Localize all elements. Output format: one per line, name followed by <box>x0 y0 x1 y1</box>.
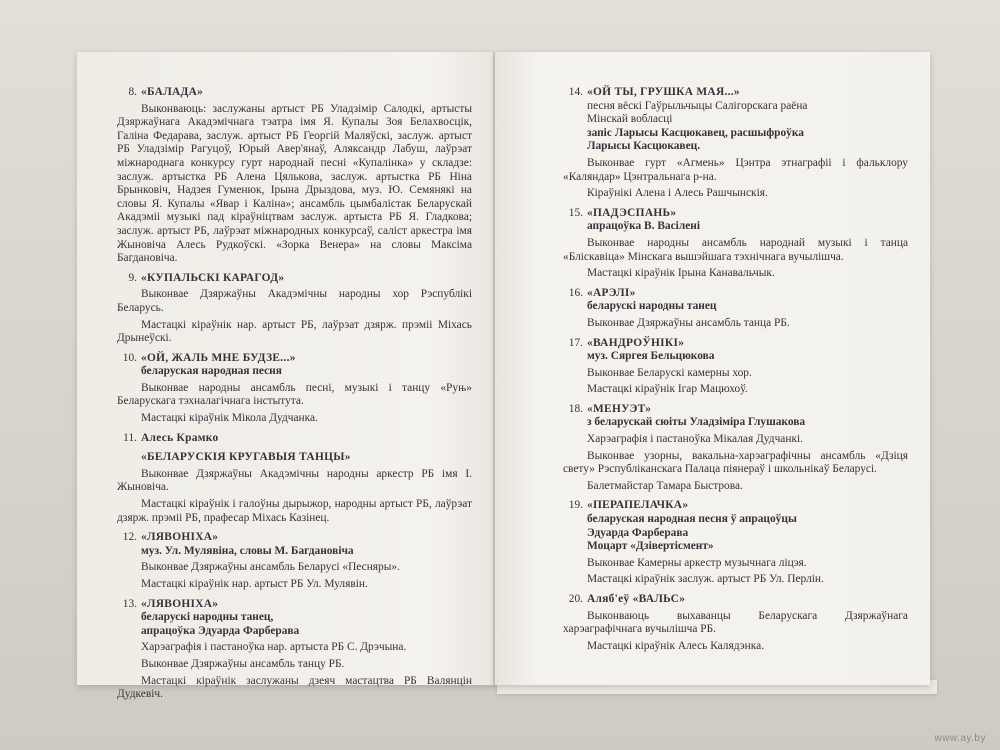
program-item-credit: муз. Сяргея Бельцюкова <box>587 350 715 363</box>
program-item-number: 10. <box>122 351 137 364</box>
program-item-description: Выконвае Беларускі камерны хор. <box>587 366 752 379</box>
program-item-description: Выконвае Дзяржаўны Акадэмічны народны хор Рэспублікі Беларусь. <box>117 288 472 314</box>
program-item-credit: беларуская народная песня ў апрацоўцы <box>587 513 797 526</box>
program-item-description: Выконвае гурт «Агмень» Цэнтра этнаграфіі і фальклору «Каляндар» Цэнтральнага р-на. <box>563 156 908 183</box>
program-item-description: Харэаграфія і пастаноўка Мікалая Дудчанкі. <box>587 433 804 446</box>
program-item-number: 15. <box>568 206 583 219</box>
program-item-description: Выконваюць: заслужаны артыст РБ Уладзімір Салодкі, артысты Дзяржаўнага Акадэмічнага тэатра імя Я. Купалы Зоя Белахвосцік, Галіна Федарава, заслуж. артыст РБ Георгій Маляўскі, заслуж. артыст РБ Уладзімір Рагуцоў, Юрый Авер'янаў, Аляксандр Лабуш, лаўрэат міжнароднага конкурсу гурт народнай песні «Купалінка» у складзе: заслуж. артыстка РБ Алена Цялькова, заслуж. артыстка РБ Ніна Брынковіч, Надзея Гуменюк, Ірына Дрыздова, муз. Ю. Семянякі на словы Я. Купалы «Явар і Каліна»; ансамбль цымбалістак Беларускай Акадэміі музыкі пад кіраўніцтвам заслуж. артыста РБ Я. Гладкова; заслуж. артыст РБ, лаўрэат міжнародных конкурсаў, саліст аркестра імя Жыновіча Алесь Рудкоўскі. «Зорка Венера» на словы Максіма Багдановіча. <box>117 102 472 265</box>
right-program-column <box>563 86 908 659</box>
program-item-description: Мастацкі кіраўнік Алесь Калядэнка. <box>587 639 765 652</box>
program-item-number: 13. <box>122 597 137 610</box>
program-item <box>117 86 472 266</box>
program-item-number: 8. <box>128 86 137 98</box>
program-item-title: «БАЛАДА» <box>141 86 204 98</box>
program-item-heading <box>117 598 472 612</box>
program-item-description: Выконвае Дзяржаўны ансамбль танцу РБ. <box>141 657 345 670</box>
program-item-heading <box>563 86 908 100</box>
program-item-credit: з беларускай сюіты Уладзіміра Глушакова <box>587 416 806 429</box>
program-item-title: «АРЭЛІ» <box>587 286 636 299</box>
program-item-description: Выконваюць выхаванцы Беларускага Дзяржаўнага харэаграфічнага вучылішча РБ. <box>563 609 908 636</box>
program-item-description: Балетмайстар Тамара Быстрова. <box>587 479 743 492</box>
program-item-number: 19. <box>568 499 583 512</box>
program-item <box>563 403 908 494</box>
program-item-credit: запіс Ларысы Касцюкавец, расшыфроўка <box>587 126 804 139</box>
program-item <box>563 86 908 201</box>
site-watermark: www.ay.by <box>934 733 986 744</box>
program-item-number: 11. <box>123 431 137 444</box>
program-item-number: 14. <box>568 86 583 98</box>
program-item-description: Выконвае Камерны аркестр музычнага ліцэя. <box>587 556 807 569</box>
program-item-number: 12. <box>122 531 137 544</box>
program-item-description: Мастацкі кіраўнік заслужаны дзеяч мастацтва РБ Валянцін Дудкевіч. <box>117 674 472 701</box>
program-item-title: «КУПАЛЬСКІ КАРАГОД» <box>141 271 285 284</box>
program-item-heading <box>563 593 908 607</box>
program-item-title: «МЕНУЭТ» <box>587 402 652 415</box>
program-item-description: Мастацкі кіраўнік заслуж. артыст РБ Ул. Перлін. <box>587 573 824 586</box>
program-item-credit: апрацоўка Эдуарда Фарберава <box>141 624 300 637</box>
program-item-credit: беларускі народны танец, <box>141 611 274 624</box>
program-item-heading <box>117 432 472 446</box>
program-item-credit: Ларысы Касцюкавец. <box>587 140 701 153</box>
program-item <box>117 272 472 346</box>
program-item-credit: Эдуарда Фарберава <box>587 526 689 539</box>
program-item-title: Аляб'еў «ВАЛЬС» <box>587 593 686 605</box>
program-item-title: «ЛЯВОНІХА» <box>141 531 219 544</box>
booklet-right-page <box>495 52 930 685</box>
program-item-heading <box>563 287 908 301</box>
program-item-number: 20. <box>568 593 583 605</box>
program-item-number <box>117 451 141 465</box>
program-item <box>117 432 472 446</box>
program-item-title: «ЛЯВОНІХА» <box>141 597 219 610</box>
program-item <box>117 352 472 426</box>
program-item-heading <box>563 499 908 513</box>
program-item-credit: муз. Ул. Мулявіна, словы М. Багдановіча <box>141 544 354 557</box>
program-item-heading <box>563 337 908 351</box>
program-item <box>117 598 472 702</box>
program-item-heading <box>117 451 472 465</box>
program-item-heading <box>117 531 472 545</box>
program-item-description: Мастацкі кіраўнік нар. артыст РБ Ул. Мулявін. <box>141 578 368 590</box>
program-item-description: Харэаграфія і пастаноўка нар. артыста РБ С. Дрэчына. <box>141 641 407 654</box>
program-item-title: «ВАНДРОЎНІКІ» <box>587 336 685 349</box>
program-item-heading <box>117 272 472 286</box>
program-item <box>117 451 472 525</box>
program-item-number: 17. <box>568 336 583 349</box>
program-item-credit: беларускі народны танец <box>587 300 717 313</box>
program-item-title: «ПЕРАПЕЛАЧКА» <box>587 499 689 512</box>
program-item <box>563 207 908 281</box>
program-item-title: «БЕЛАРУСКІЯ КРУГАВЫЯ ТАНЦЫ» <box>141 451 351 464</box>
program-item-credit: Моцарт «Дзівертісмент» <box>587 540 714 553</box>
program-item-number: 18. <box>568 402 583 415</box>
program-item-title: Алесь Крамко <box>141 431 219 444</box>
booklet-left-page <box>77 52 495 701</box>
program-item-description: Мастацкі кіраўнік Ірына Канавальчык. <box>587 267 775 280</box>
program-item-title: «ОЙ, ЖАЛЬ МНЕ БУДЗЕ...» <box>141 351 296 364</box>
program-item-number: 9. <box>128 271 137 284</box>
program-item-title: «ПАДЭСПАНЬ» <box>587 206 677 219</box>
program-item <box>117 531 472 591</box>
program-item-description: Выконвае Дзяржаўны ансамбль Беларусі «Песняры». <box>141 561 400 574</box>
program-item-credit: апрацоўка В. Васілені <box>587 220 701 233</box>
program-item-description: Выконвае народны ансамбль народнай музыкі і танца «Бліскавіца» Мінскага вышэйшага тэхнічнага вучылішча. <box>563 236 908 263</box>
program-item-description: Мастацкі кіраўнік Ігар Мацюхоў. <box>587 383 748 396</box>
program-item-description: Мастацкі кіраўнік нар. артыст РБ, лаўрэат дзярж. прэміі Міхась Дрынеўскі. <box>117 318 472 345</box>
program-item-description: Выконвае Дзяржаўны ансамбль танца РБ. <box>587 316 790 329</box>
program-item-description: Выконвае Дзяржаўны Акадэмічны народны аркестр РБ імя І. Жыновіча. <box>117 467 472 494</box>
program-item-heading <box>117 86 472 100</box>
program-item-heading <box>563 207 908 221</box>
program-item <box>563 287 908 331</box>
program-item <box>563 337 908 397</box>
program-item-subtitle: Мінскай вобласці <box>587 113 673 126</box>
program-item-description: Кіраўнікі Алена і Алесь Рашчынскія. <box>587 187 768 200</box>
program-item-description: Выконвае узорны, вакальна-харэаграфічны ансамбль «Дзіця свету» Рэспубліканскага Палаца піянераў і школьнікаў Беларусі. <box>563 449 908 476</box>
program-item-heading <box>563 403 908 417</box>
program-item-heading <box>117 352 472 366</box>
program-item-description: Мастацкі кіраўнік Мікола Дудчанка. <box>141 412 318 425</box>
program-item-title: «ОЙ ТЫ, ГРУШКА МАЯ...» <box>587 86 740 98</box>
program-item-number: 16. <box>568 286 583 299</box>
program-item <box>563 499 908 587</box>
left-program-column <box>117 86 472 708</box>
program-item-description: Выконвае народны ансамбль песні, музыкі і танцу «Руњ» Беларускага тэхналагічнага інстытута. <box>117 381 472 408</box>
program-item <box>563 593 908 653</box>
program-item-subtitle: песня вёскі Гаўрыльчыцы Салігорскага раёна <box>587 99 808 112</box>
program-item-description: Мастацкі кіраўнік і галоўны дырыжор, народны артыст РБ, лаўрэат дзярж. прэміі РБ, прафесар Міхась Казінец. <box>117 498 472 524</box>
program-item-credit: беларуская народная песня <box>141 365 282 378</box>
